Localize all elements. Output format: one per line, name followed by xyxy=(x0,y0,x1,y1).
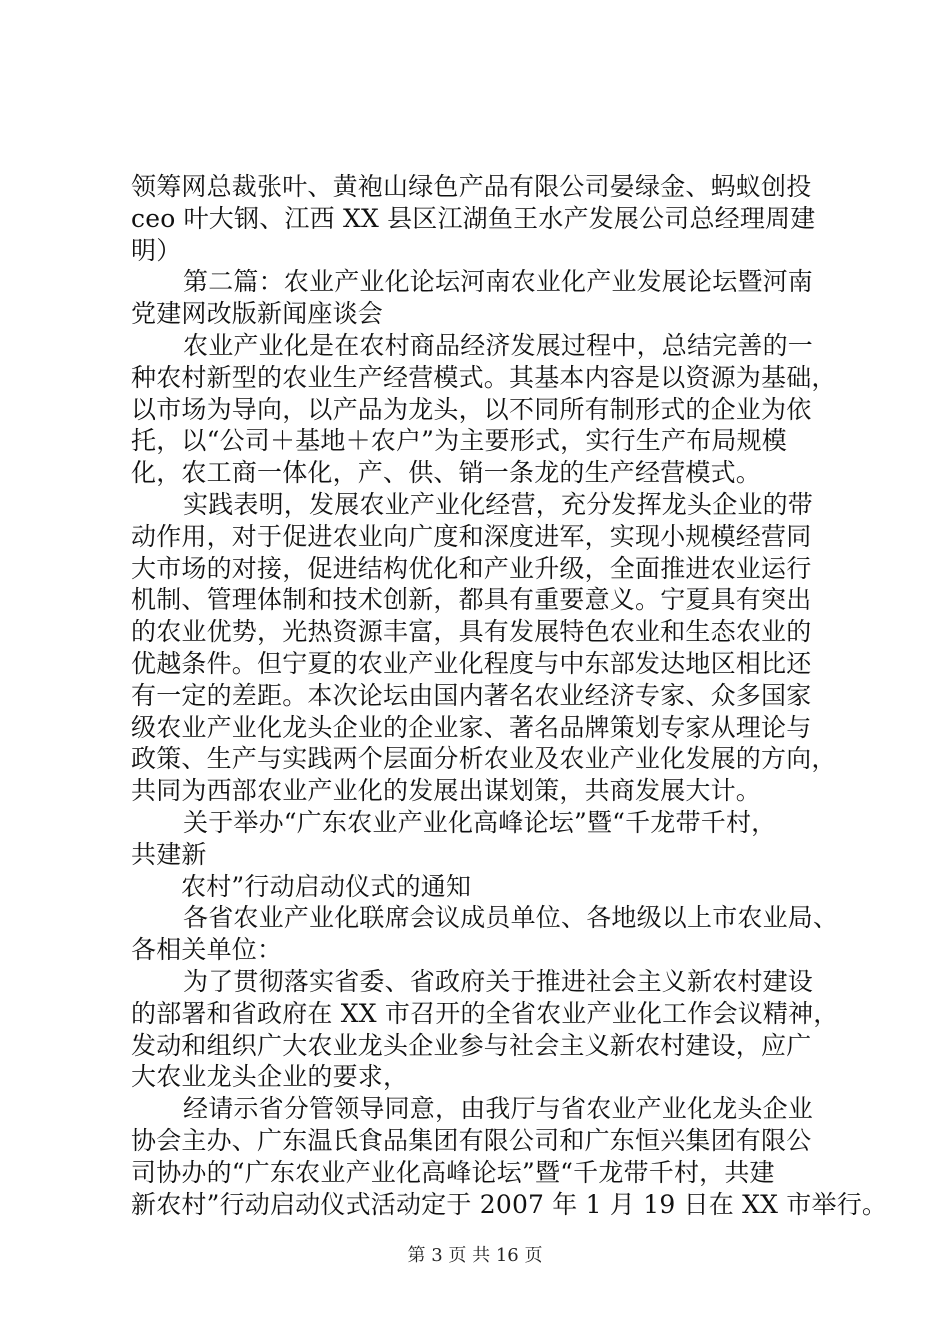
notice-title-continued: 农村”行动启动仪式的通知 xyxy=(181,871,472,901)
section-heading-continued: 党建网改版新闻座谈会 xyxy=(131,299,384,329)
text-line: 协会主办、广东温氏食品集团有限公司和广东恒兴集团有限公 xyxy=(131,1125,812,1155)
text-line: 大市场的对接，促进结构优化和产业升级，全面推进农业运行 xyxy=(131,553,812,583)
text-line: 托，以“公司＋基地＋农户”为主要形式，实行生产布局规模 xyxy=(131,426,787,456)
text-line: 大农业龙头企业的要求， xyxy=(131,1062,409,1092)
text-line: 级农业产业化龙头企业的企业家、著名品牌策划专家从理论与 xyxy=(131,712,812,742)
text-line: 发动和组织广大农业龙头企业参与社会主义新农村建设，应广 xyxy=(131,1030,812,1060)
text-line: 共同为西部农业产业化的发展出谋划策，共商发展大计。 xyxy=(131,776,762,806)
section-heading: 第二篇：农业产业化论坛河南农业化产业发展论坛暨河南 xyxy=(183,267,814,297)
text-line: ceo 叶大钢、江西 XX 县区江湖鱼王水产发展公司总经理周建 xyxy=(131,203,816,233)
paragraph-start: 为了贯彻落实省委、省政府关于推进社会主义新农村建设 xyxy=(183,966,814,996)
addressee-line: 各相关单位： xyxy=(131,935,283,965)
text-line: 新农村”行动启动仪式活动定于 2007 年 1 月 19 日在 XX 市举行。 xyxy=(131,1189,888,1219)
text-line: 的农业优势，光热资源丰富，具有发展特色农业和生态农业的 xyxy=(131,617,812,647)
text-line: 政策、生产与实践两个层面分析农业及农业产业化发展的方向， xyxy=(131,744,837,774)
paragraph-start: 农业产业化是在农村商品经济发展过程中，总结完善的一 xyxy=(183,330,814,360)
page-number-footer: 第 3 页 共 16 页 xyxy=(407,1245,543,1266)
text-line: 机制、管理体制和技术创新，都具有重要意义。宁夏具有突出 xyxy=(131,585,812,615)
text-line: 有一定的差距。本次论坛由国内著名农业经济专家、众多国家 xyxy=(131,680,812,710)
text-line: 明） xyxy=(131,235,182,265)
notice-title: 关于举办“广东农业产业化高峰论坛”暨“千龙带千村， xyxy=(183,807,777,837)
paragraph-start: 实践表明，发展农业产业化经营，充分发挥龙头企业的带 xyxy=(183,489,814,519)
text-line: 以市场为导向，以产品为龙头，以不同所有制形式的企业为依 xyxy=(131,394,812,424)
addressee-line: 各省农业产业化联席会议成员单位、各地级以上市农业局、 xyxy=(183,903,839,933)
text-line: 优越条件。但宁夏的农业产业化程度与中东部发达地区相比还 xyxy=(131,648,812,678)
text-line: 领筹网总裁张叶、黄袍山绿色产品有限公司晏绿金、蚂蚁创投 xyxy=(131,172,812,201)
document-body xyxy=(131,171,888,1220)
notice-title-continued: 共建新 xyxy=(131,839,207,869)
text-line: 动作用，对于促进农业向广度和深度进军，实现小规模经营同 xyxy=(131,521,812,551)
text-line: 的部署和省政府在 XX 市召开的全省农业产业化工作会议精神， xyxy=(131,998,839,1028)
text-line: 种农村新型的农业生产经营模式。其基本内容是以资源为基础， xyxy=(131,362,837,392)
paragraph-start: 经请示省分管领导同意，由我厅与省农业产业化龙头企业 xyxy=(183,1094,814,1124)
text-line: 司协办的“广东农业产业化高峰论坛”暨“千龙带千村，共建 xyxy=(131,1157,775,1187)
text-line: 化，农工商一体化，产、供、销一条龙的生产经营模式。 xyxy=(131,458,762,488)
